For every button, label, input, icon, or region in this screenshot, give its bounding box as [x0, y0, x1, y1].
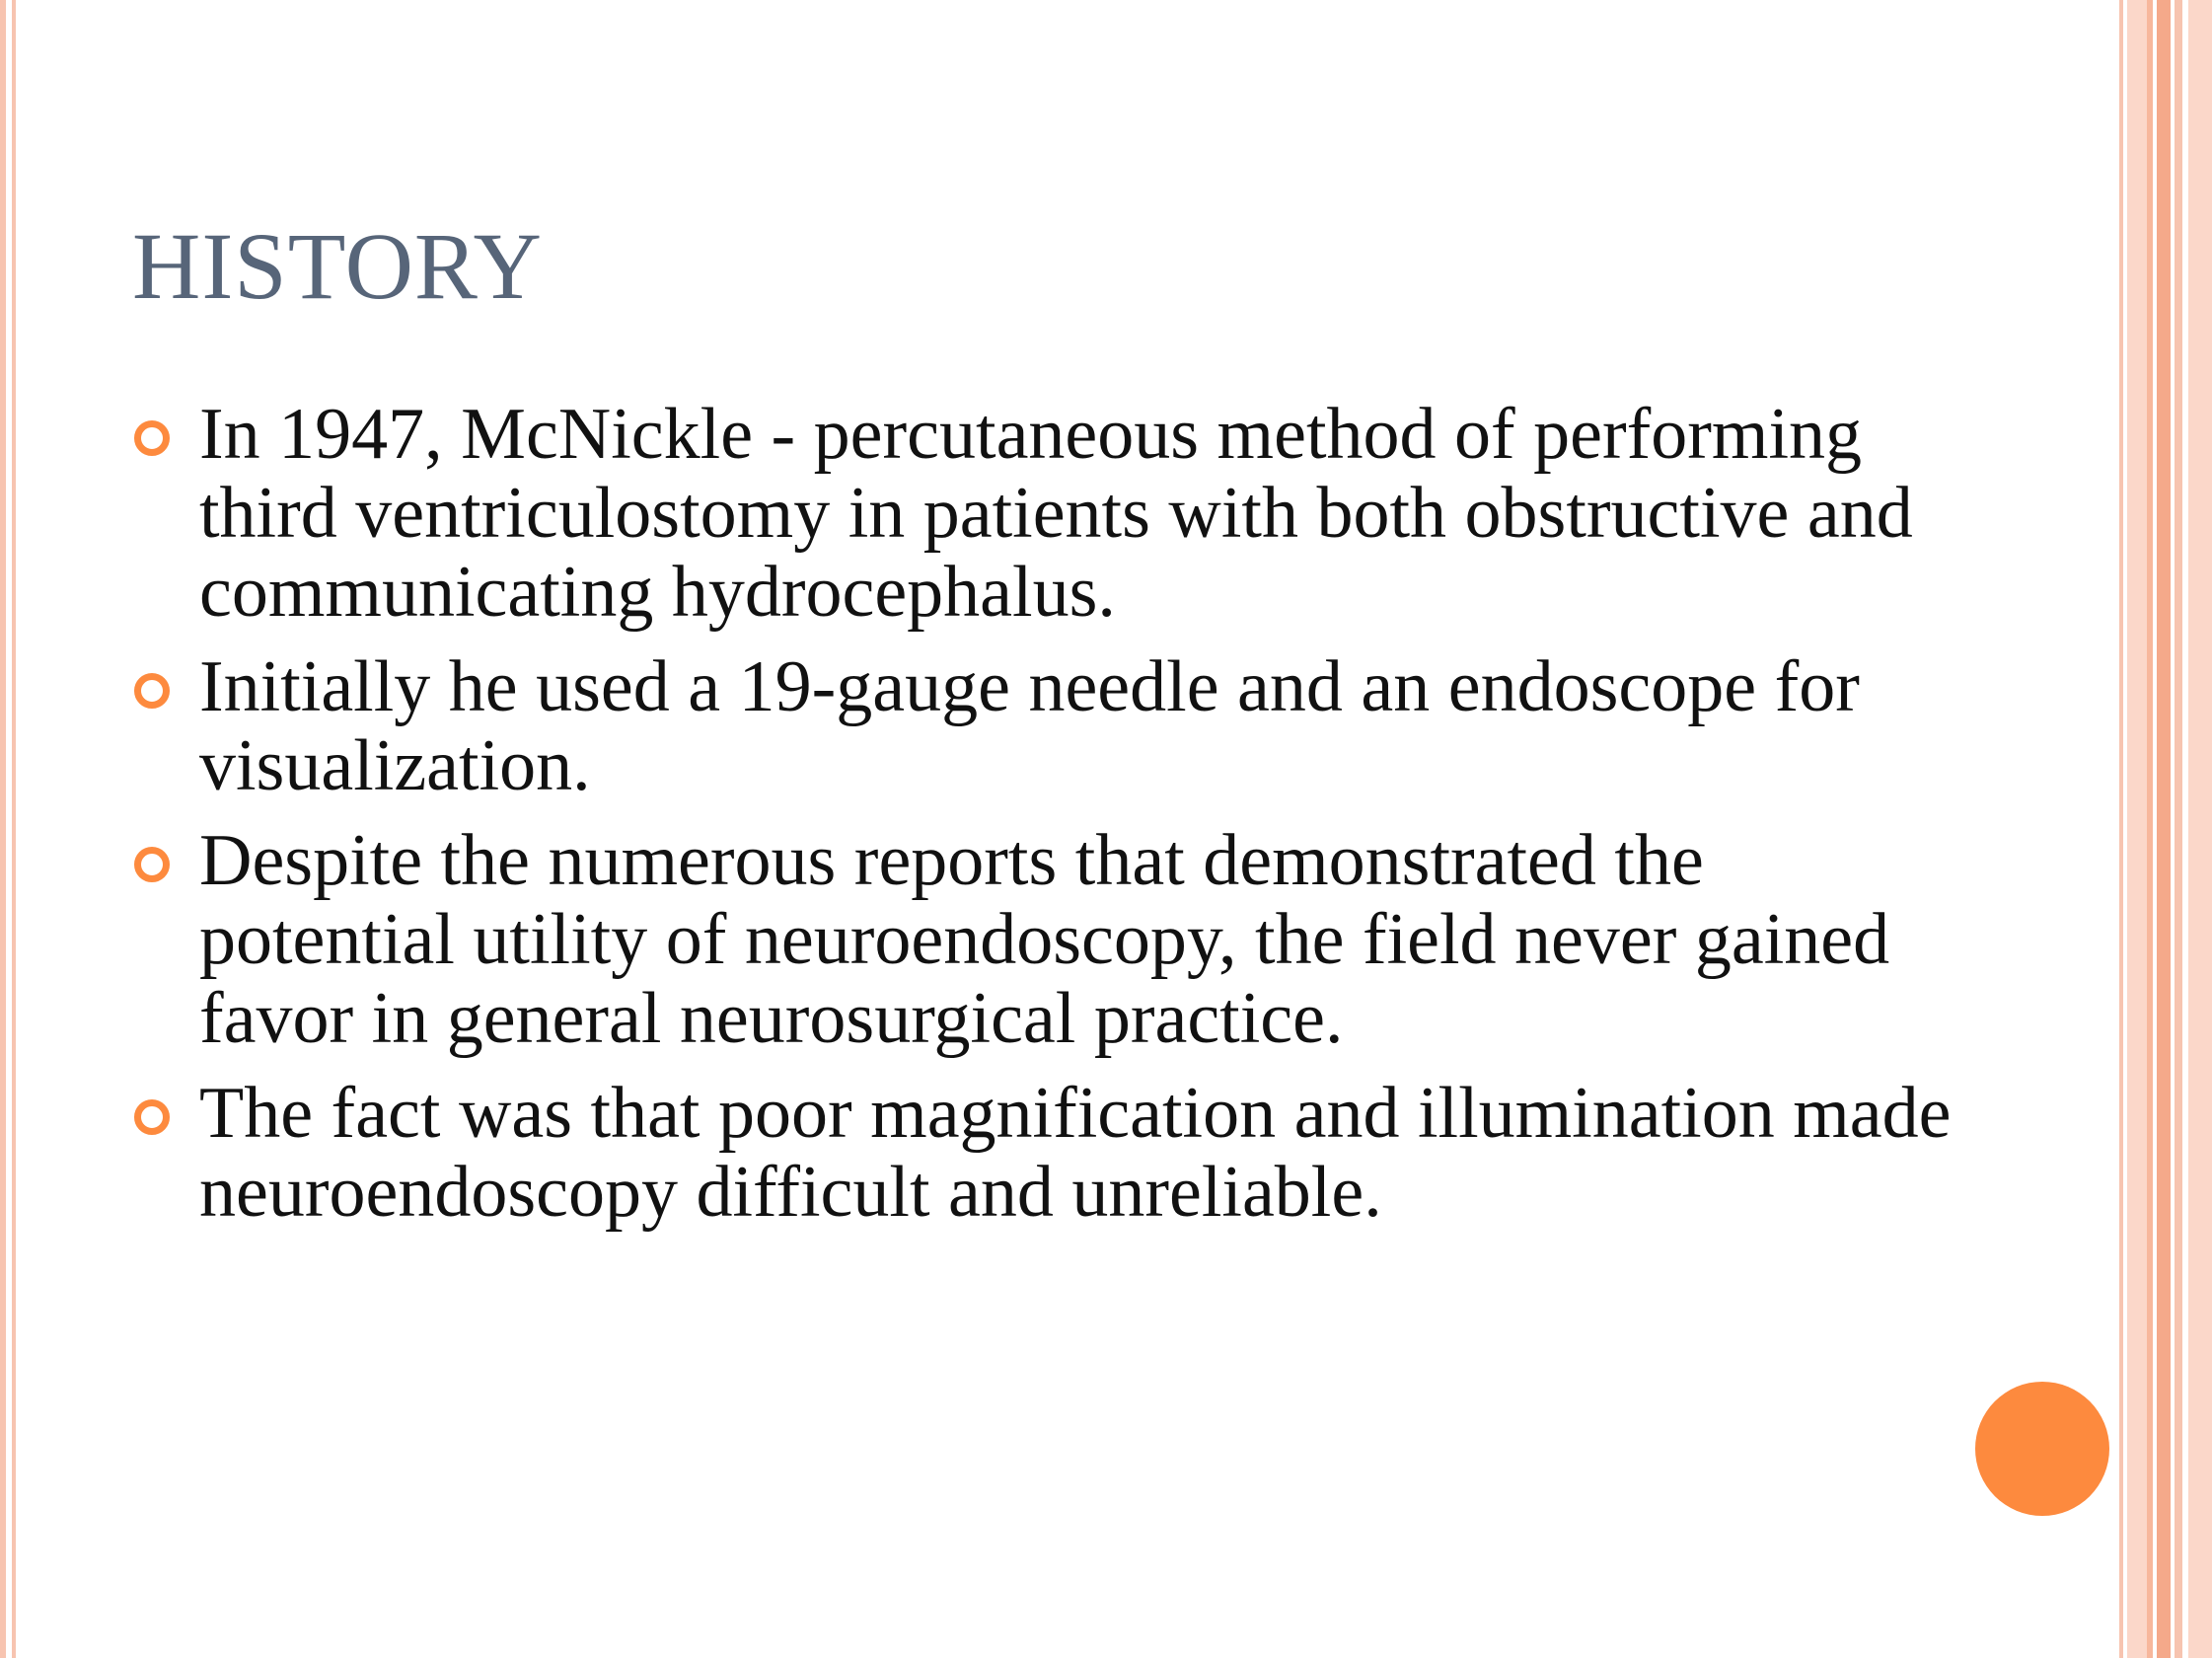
right-stripe — [2175, 0, 2182, 1658]
right-stripe — [2119, 0, 2123, 1658]
ring-bullet-icon — [134, 673, 170, 709]
right-stripe — [2127, 0, 2147, 1658]
decorative-circle — [1975, 1382, 2109, 1516]
right-stripe — [2188, 0, 2212, 1658]
left-border-line — [12, 0, 16, 1658]
bullet-text: The fact was that poor magnification and illumination made neuroendoscopy difficult and unreliable. — [199, 1073, 1952, 1233]
right-stripe — [2147, 0, 2153, 1658]
ring-bullet-icon — [134, 847, 170, 882]
bullet-item — [134, 395, 1969, 632]
left-border-line — [0, 0, 6, 1658]
bullet-item — [134, 821, 1969, 1058]
bullet-item — [134, 1074, 1969, 1232]
bullet-text: Despite the numerous reports that demonstrated the potential utility of neuroendoscopy, the field never gained favor in general neurosurgical practice. — [199, 820, 1890, 1059]
bullet-list — [134, 395, 1969, 1247]
bullet-item — [134, 647, 1969, 805]
ring-bullet-icon — [134, 420, 170, 456]
ring-bullet-icon — [134, 1099, 170, 1135]
bullet-text: In 1947, McNickle - percutaneous method of performing third ventriculostomy in patients with both obstructive and communicating hydrocephalus. — [199, 394, 1913, 633]
slide-title: HISTORY — [132, 213, 543, 319]
right-stripe — [2157, 0, 2171, 1658]
bullet-text: Initially he used a 19-gauge needle and an endoscope for visualization. — [199, 646, 1860, 806]
